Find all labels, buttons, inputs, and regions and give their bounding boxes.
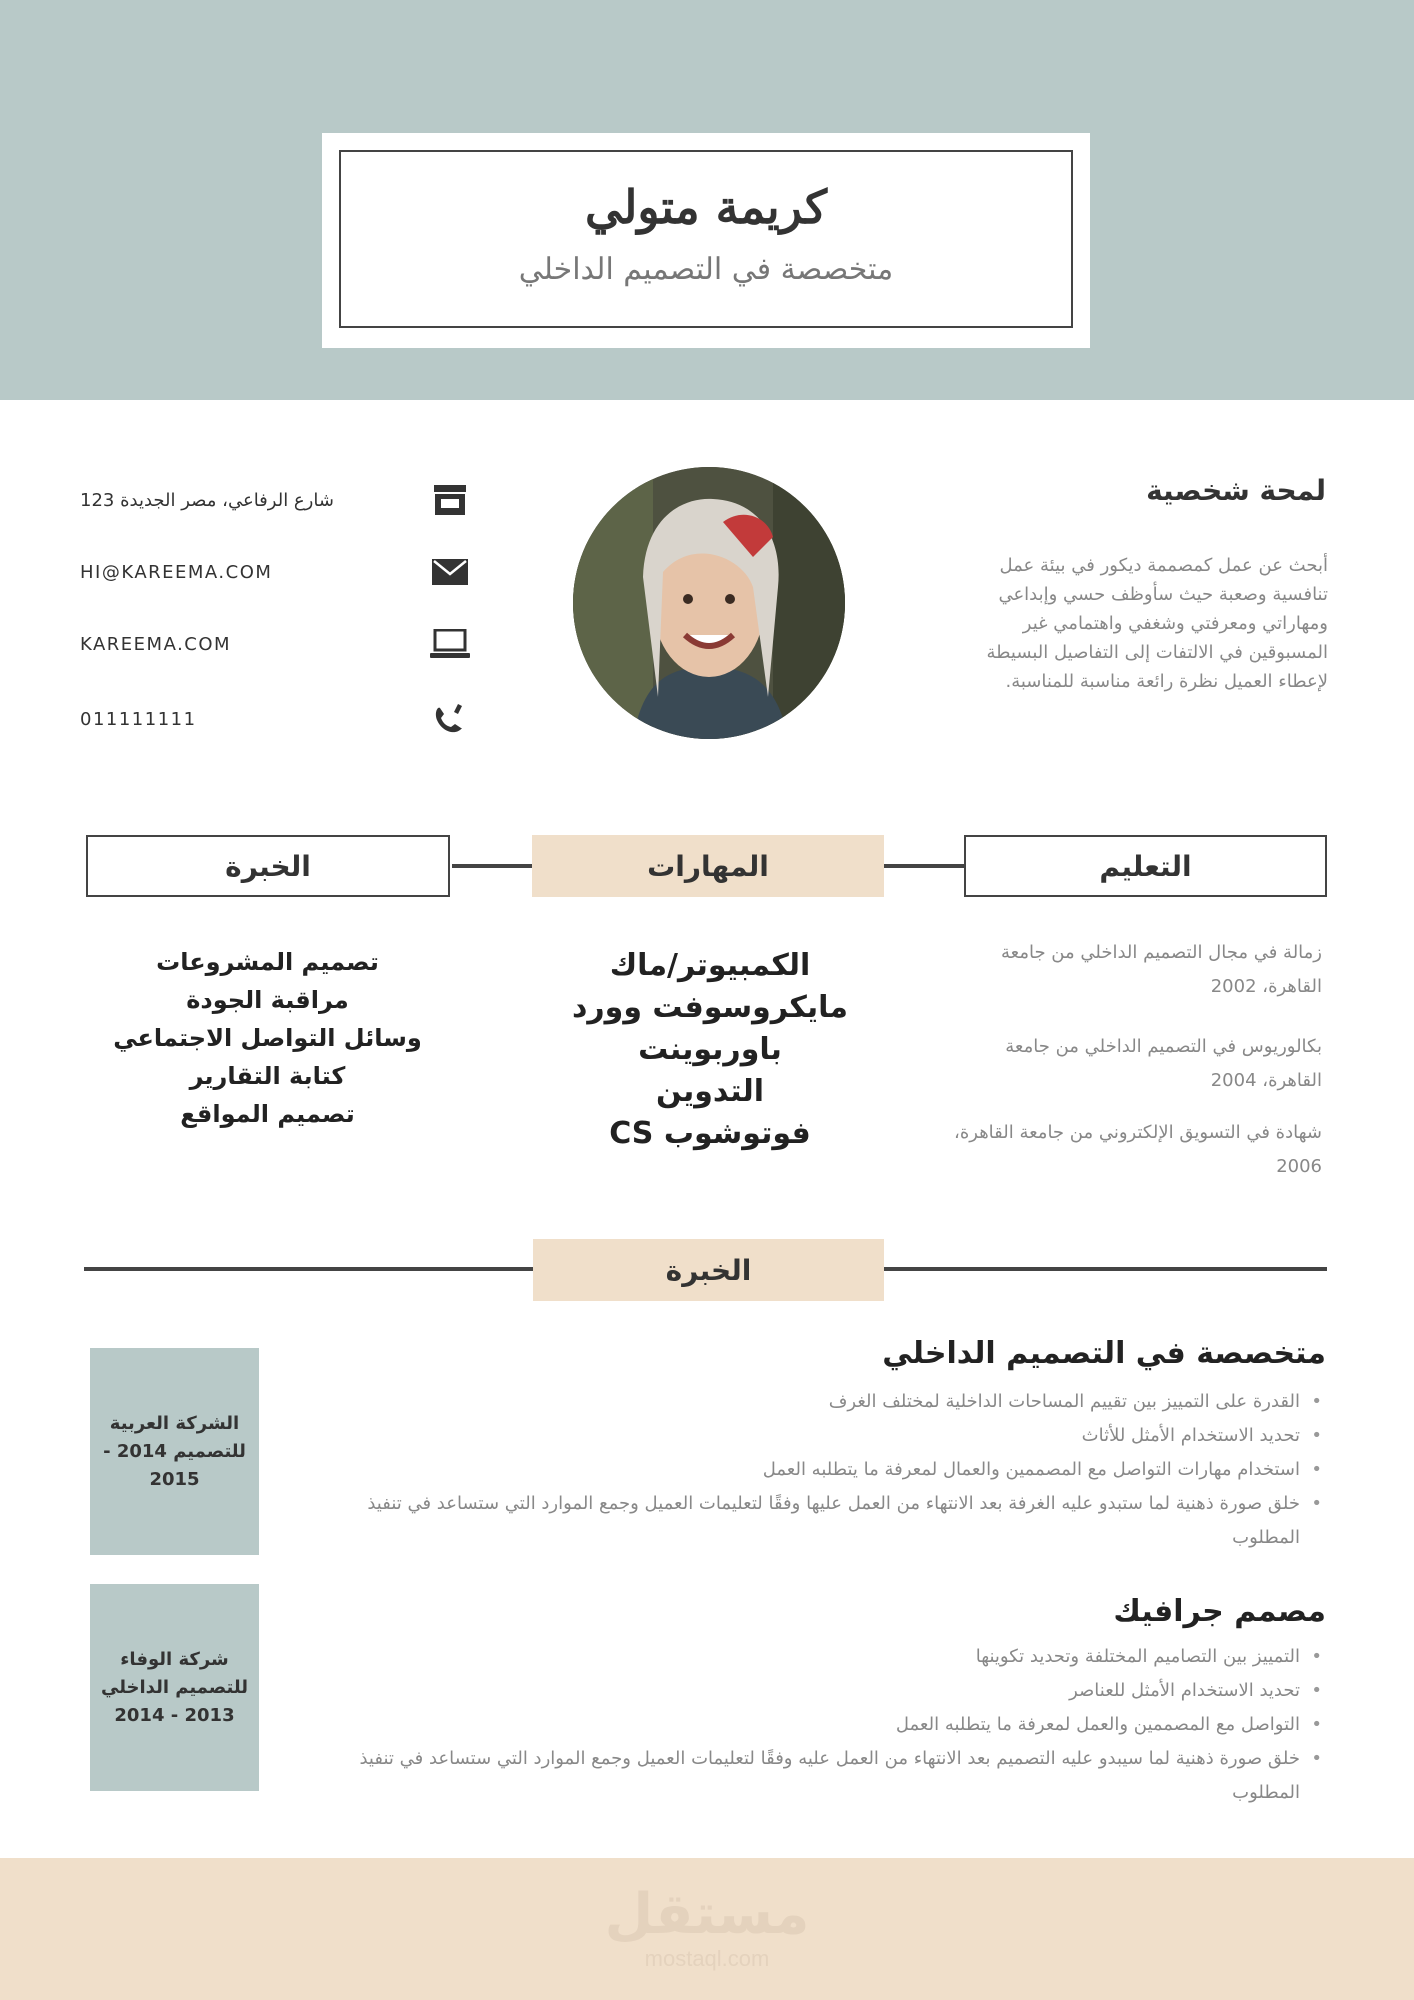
experience-skills-list <box>100 943 435 1133</box>
job-duty: • تحديد الاستخدام الأمثل للأثاث <box>300 1419 1326 1453</box>
job-duties-list <box>300 1640 1326 1810</box>
job-duty: • التواصل مع المصممين والعمل لمعرفة ما يتطلبه العمل <box>300 1708 1326 1742</box>
experience-skill-item: تصميم المواقع <box>180 1100 355 1128</box>
job-title: متخصصة في التصميم الداخلي <box>882 1336 1326 1371</box>
connector-line <box>884 864 964 868</box>
experience-skills-heading: الخبرة <box>86 835 450 897</box>
watermark-logo: مستقل <box>604 1882 810 1947</box>
connector-line <box>452 864 532 868</box>
job-duty: • القدرة على التمييز بين تقييم المساحات الداخلية لمختلف الغرف <box>300 1385 1326 1419</box>
laptop-icon <box>430 624 470 664</box>
skill-item: التدوين <box>655 1074 765 1109</box>
company-name: الشركة العربية للتصميم 2014 - 2015 <box>103 1412 246 1490</box>
education-entry: زمالة في مجال التصميم الداخلي من جامعة القاهرة، 2002 <box>1000 942 1322 997</box>
phone-text[interactable]: 011111111 <box>80 708 197 730</box>
watermark-url: mostaql.com <box>644 1946 770 1971</box>
contact-address <box>80 478 470 522</box>
email-text[interactable]: HI@KAREEMA.COM <box>80 561 273 583</box>
divider-line <box>884 1267 1327 1271</box>
experience-skill-item: تصميم المشروعات <box>156 948 379 976</box>
experience-skill-item: مراقبة الجودة <box>186 986 349 1014</box>
skills-heading: المهارات <box>532 835 884 897</box>
profile-heading: لمحة شخصية <box>1146 474 1326 507</box>
job-title: مصمم جرافيك <box>1113 1594 1326 1629</box>
person-name: كريمة متولي <box>585 180 827 234</box>
store-icon <box>430 480 470 520</box>
email-icon <box>430 552 470 592</box>
job-duty: • تحديد الاستخدام الأمثل للعناصر <box>300 1674 1326 1708</box>
experience-skill-item: كتابة التقارير <box>189 1062 346 1090</box>
skill-item: مايكروسوفت وورد <box>572 990 848 1025</box>
contact-phone[interactable] <box>80 697 470 741</box>
name-frame <box>339 150 1073 328</box>
education-heading: التعليم <box>964 835 1327 897</box>
education-entry: بكالوريوس في التصميم الداخلي من جامعة القاهرة، 2004 <box>1005 1036 1322 1091</box>
profile-summary: أبحث عن عمل كمصممة ديكور في بيئة عمل تنافسية وصعبة حيث سأوظف حسي وإبداعي ومهاراتي ومعرفتي وشغفي واهتمامي غير المسبوقين في الالتفات إلى التفاصيل البسيطة لإعطاء العميل نظرة رائعة مناسبة للمناسبة. <box>986 555 1328 692</box>
experience-heading: الخبرة <box>533 1239 884 1301</box>
contact-email[interactable] <box>80 550 470 594</box>
company-box <box>90 1584 259 1791</box>
phone-icon <box>430 699 470 739</box>
skill-item: فوتوشوب CS <box>609 1116 811 1151</box>
job-duties-list <box>300 1385 1326 1555</box>
education-entry: شهادة في التسويق الإلكتروني من جامعة القاهرة، 2006 <box>954 1122 1322 1177</box>
job-duty: • استخدام مهارات التواصل مع المصممين والعمال لمعرفة ما يتطلبه العمل <box>300 1453 1326 1487</box>
job-duty: • التمييز بين التصاميم المختلفة وتحديد تكوينها <box>300 1640 1326 1674</box>
address-text: 123 شارع الرفاعي، مصر الجديدة <box>80 489 334 511</box>
divider-line <box>84 1267 534 1271</box>
company-name: شركة الوفاء للتصميم الداخلي 2013 - 2014 <box>100 1648 248 1726</box>
person-title: متخصصة في التصميم الداخلي <box>518 252 894 287</box>
skill-item: الكمبيوتر/ماك <box>609 948 811 983</box>
experience-skill-item: وسائل التواصل الاجتماعي <box>113 1024 422 1052</box>
job-duty: • خلق صورة ذهنية لما سيبدو عليه التصميم بعد الانتهاء من العمل عليه وفقًا لتعليمات العميل وجمع الموارد التي ستساعد في تنفيذ المطلوب <box>300 1742 1326 1810</box>
website-text[interactable]: KAREEMA.COM <box>80 633 232 655</box>
profile-photo <box>573 467 845 739</box>
job-duty: • خلق صورة ذهنية لما ستبدو عليه الغرفة بعد الانتهاء من العمل عليها وفقًا لتعليمات العميل وجمع الموارد التي ستساعد في تنفيذ المطلوب <box>300 1487 1326 1555</box>
contact-website[interactable] <box>80 622 470 666</box>
skills-list <box>540 945 880 1155</box>
skill-item: باوربوينت <box>638 1032 782 1067</box>
company-box <box>90 1348 259 1555</box>
